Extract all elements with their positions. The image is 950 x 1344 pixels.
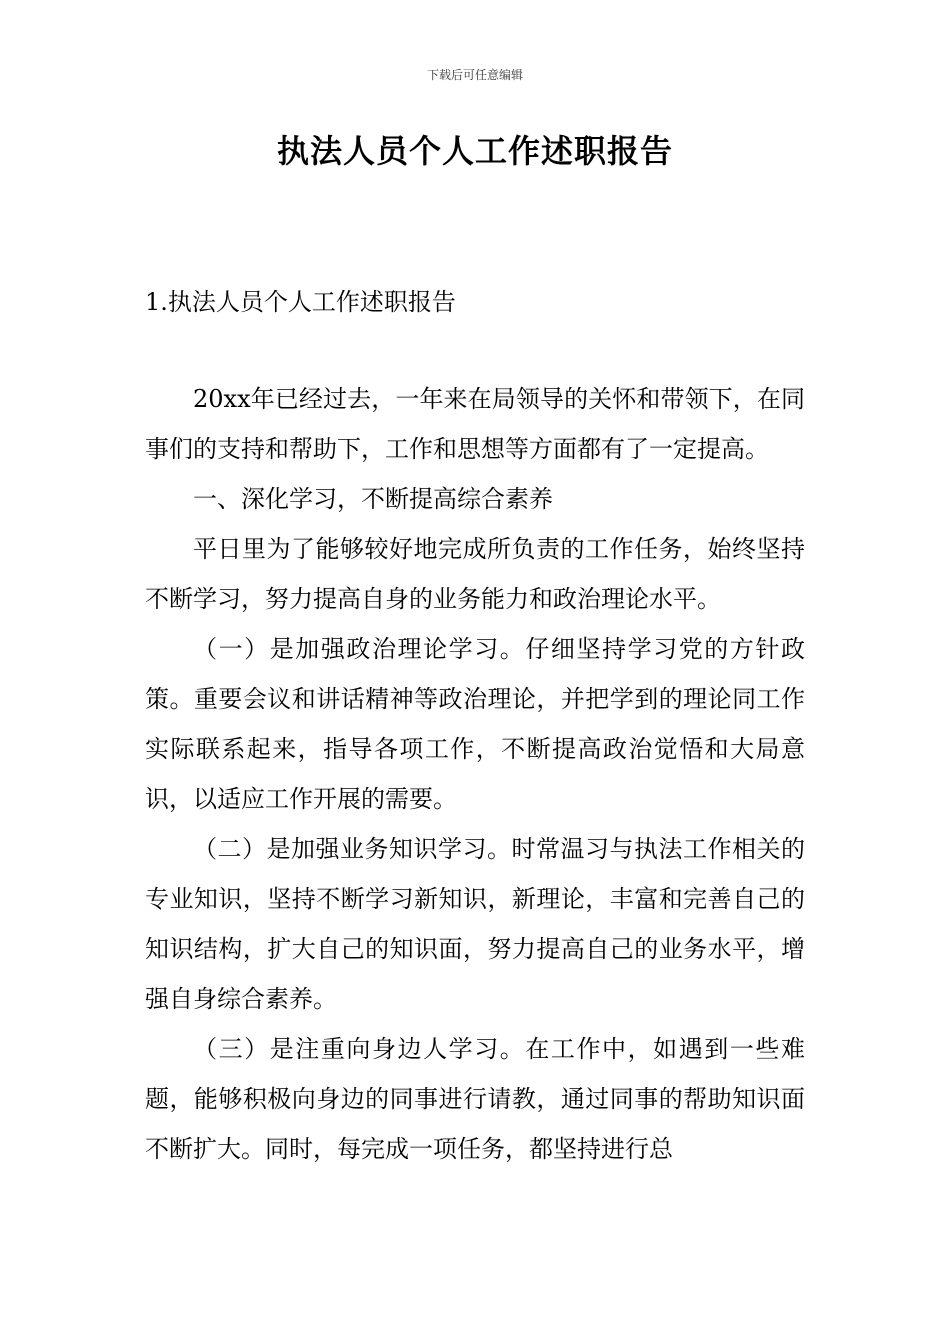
document-body: [145, 374, 805, 1174]
section-heading: 1.执法人员个人工作述职报告: [145, 288, 456, 316]
paragraph-study: 平日里为了能够较好地完成所负责的工作任务，始终坚持不断学习，努力提高自身的业务能力和政治理论水平。: [145, 535, 805, 613]
paragraph-intro: 20xx年已经过去，一年来在局领导的关怀和带领下，在同事们的支持和帮助下，工作和思想等方面都有了一定提高。: [145, 385, 805, 463]
paragraph-item-2: （二）是加强业务知识学习。时常温习与执法工作相关的专业知识，坚持不断学习新知识，新理论，丰富和完善自己的知识结构，扩大自己的知识面，努力提高自己的业务水平，增强自身综合素养。: [145, 835, 805, 1013]
paragraph-item-1: （一）是加强政治理论学习。仔细坚持学习党的方针政策。重要会议和讲话精神等政治理论，并把学到的理论同工作实际联系起来，指导各项工作，不断提高政治觉悟和大局意识，以适应工作开展的需要。: [145, 635, 805, 813]
document-title: 执法人员个人工作述职报告: [276, 132, 673, 170]
paragraph-item-3: （三）是注重向身边人学习。在工作中，如遇到一些难题，能够积极向身边的同事进行请教，通过同事的帮助知识面不断扩大。同时，每完成一项任务，都坚持进行总: [145, 1035, 805, 1163]
header-note: 下载后可任意编辑: [426, 68, 523, 82]
paragraph-heading-1: 一、深化学习，不断提高综合素养: [193, 485, 553, 513]
